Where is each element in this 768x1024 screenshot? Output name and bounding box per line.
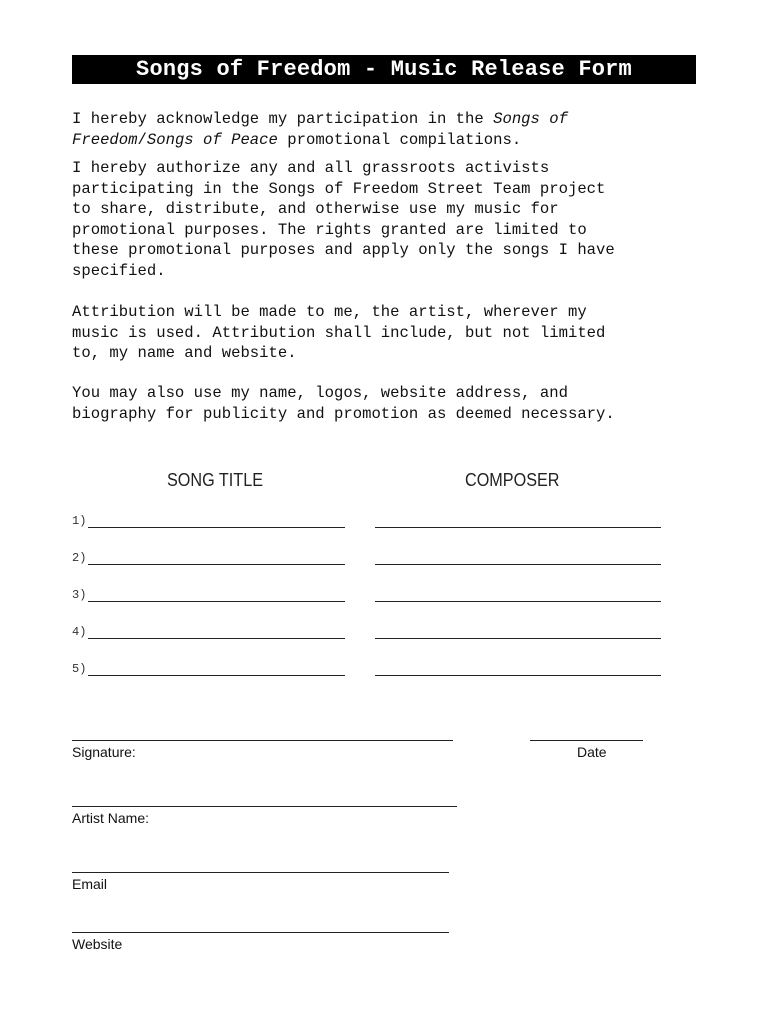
song-row-number: 1) <box>72 514 87 528</box>
authorization-paragraph: I hereby authorize any and all grassroots activists participating in the Songs of Freedom Street Team project to share, distribute, and otherwise use my music for promotional purposes. The rights granted are limited to these promotional purposes and apply only the songs I have specified. <box>72 159 615 280</box>
song-row-number: 5) <box>72 662 87 676</box>
ack-text-post: promotional compilations. <box>277 130 522 149</box>
date-label: Date <box>577 744 607 760</box>
song-title-field-1[interactable] <box>88 527 345 528</box>
attribution-paragraph: Attribution will be made to me, the artist, wherever my music is used. Attribution shall include, but not limited to, my name and website. <box>72 303 606 362</box>
song-title-field-3[interactable] <box>88 601 345 602</box>
song-title-header: SONG TITLE <box>167 470 264 490</box>
song-row-number: 3) <box>72 588 87 602</box>
ack-compilation-name-1: Songs of Freedom <box>72 110 568 149</box>
email-line[interactable] <box>72 872 449 873</box>
ack-separator: / <box>137 130 147 149</box>
publicity-paragraph: You may also use my name, logos, website address, and biography for publicity and promotion as deemed necessary. <box>72 384 615 423</box>
composer-field-2[interactable] <box>375 564 661 565</box>
form-title: Songs of Freedom - Music Release Form <box>72 55 696 84</box>
song-title-field-5[interactable] <box>88 675 345 676</box>
composer-field-1[interactable] <box>375 527 661 528</box>
artist-name-line[interactable] <box>72 806 457 807</box>
song-title-field-2[interactable] <box>88 564 345 565</box>
artist-name-label: Artist Name: <box>72 810 150 826</box>
ack-compilation-name-2: Songs of Peace <box>146 130 278 149</box>
song-row-number: 4) <box>72 625 87 639</box>
ack-text-pre: I hereby acknowledge my participation in the <box>72 110 494 128</box>
composer-field-5[interactable] <box>375 675 661 676</box>
date-line[interactable] <box>530 740 643 741</box>
acknowledgement-paragraph <box>72 109 702 150</box>
signature-label: Signature: <box>72 744 136 760</box>
song-title-field-4[interactable] <box>88 638 345 639</box>
website-label: Website <box>72 936 123 952</box>
website-line[interactable] <box>72 932 449 933</box>
composer-header: COMPOSER <box>465 470 560 490</box>
email-label: Email <box>72 876 108 892</box>
signature-line[interactable] <box>72 740 453 741</box>
composer-field-3[interactable] <box>375 601 661 602</box>
song-row-number: 2) <box>72 551 87 565</box>
composer-field-4[interactable] <box>375 638 661 639</box>
